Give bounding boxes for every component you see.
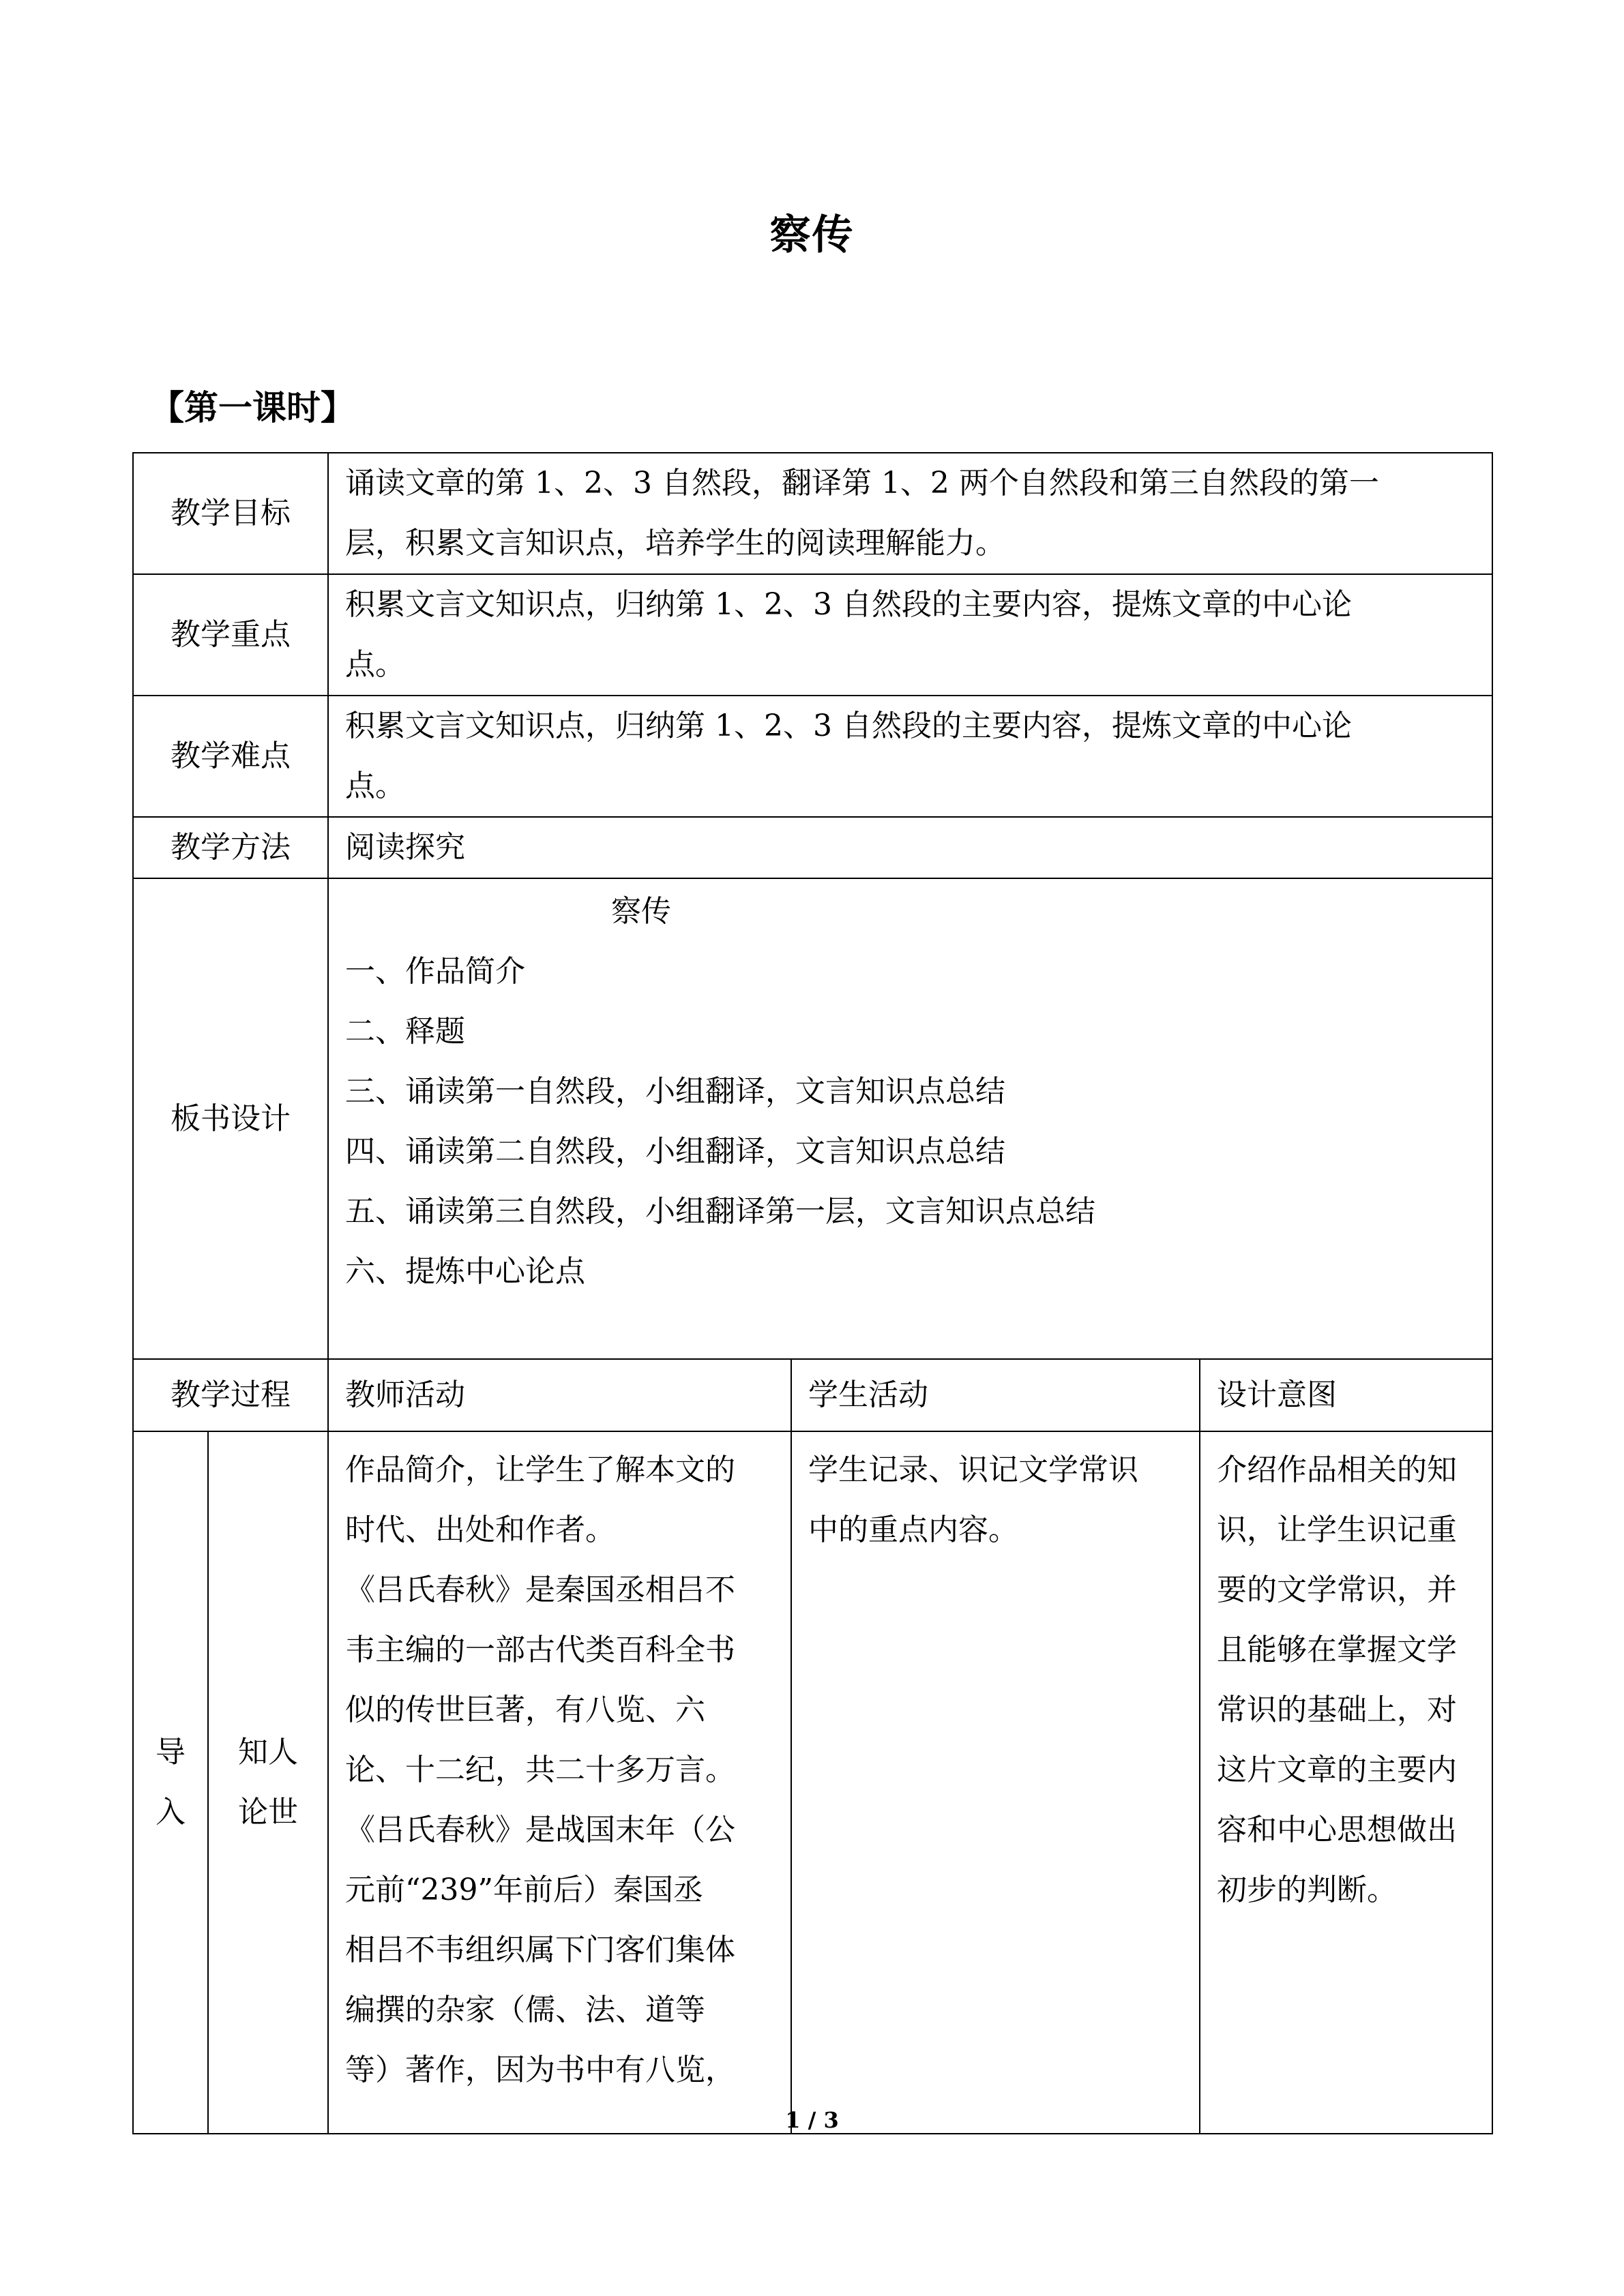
- lesson-plan-table: [132, 452, 1493, 2134]
- header-teacher-activity: 教师活动: [328, 1359, 791, 1431]
- design-line: 常识的基础上，对: [1217, 1693, 1457, 1727]
- teacher-line: 元前“239”年前后）秦国丞: [345, 1873, 703, 1907]
- row-label: 板书设计: [133, 878, 328, 1359]
- table-row: [133, 1431, 1492, 2134]
- stage-line: 导: [156, 1735, 186, 1770]
- student-activity: [791, 1431, 1200, 2134]
- teacher-activity: [328, 1431, 791, 2134]
- board-line: 三、诵读第一自然段，小组翻译，文言知识点总结: [345, 1074, 1005, 1109]
- teacher-line: 《吕氏春秋》是战国末年（公: [345, 1813, 735, 1847]
- stage-line: 入: [156, 1795, 186, 1830]
- content-line: 点。: [345, 647, 405, 682]
- table-row: [133, 574, 1492, 696]
- content-line: 层，积累文言知识点，培养学生的阅读理解能力。: [345, 526, 1005, 561]
- design-line: 且能够在掌握文学: [1217, 1632, 1457, 1667]
- design-intent: [1200, 1431, 1492, 2134]
- table-row: [133, 817, 1492, 878]
- substage-line: 论世: [238, 1795, 298, 1830]
- teacher-line: 编撰的杂家（儒、法、道等: [345, 1993, 705, 2027]
- row-content: [328, 453, 1492, 574]
- student-line: 中的重点内容。: [808, 1512, 1018, 1547]
- design-line: 初步的判断。: [1217, 1873, 1397, 1907]
- board-line: 四、诵读第二自然段，小组翻译，文言知识点总结: [345, 1134, 1005, 1169]
- teacher-line: 《吕氏春秋》是秦国丞相吕不: [345, 1572, 735, 1607]
- substage-label: [208, 1431, 328, 2134]
- board-design: [328, 878, 1492, 1359]
- teacher-line: 似的传世巨著，有八览、六: [345, 1693, 705, 1727]
- design-line: 介绍作品相关的知: [1217, 1452, 1457, 1487]
- row-label: 教学过程: [133, 1359, 328, 1431]
- stage-label: [133, 1431, 208, 2134]
- teacher-line: 时代、出处和作者。: [345, 1512, 615, 1547]
- teacher-line: 相吕不韦组织属下门客们集体: [345, 1933, 735, 1967]
- table-row: [133, 453, 1492, 574]
- board-line: 一、作品简介: [345, 954, 525, 989]
- design-line: 这片文章的主要内: [1217, 1753, 1457, 1787]
- row-label: 教学重点: [133, 574, 328, 696]
- substage-line: 知人: [238, 1735, 298, 1770]
- content-line: 积累文言文知识点，归纳第 1、2、3 自然段的主要内容，提炼文章的中心论: [345, 587, 1352, 622]
- row-content: [328, 574, 1492, 696]
- page-title: 察传: [769, 211, 855, 259]
- student-line: 学生记录、识记文学常识: [808, 1452, 1138, 1487]
- table-row: [133, 878, 1492, 1359]
- teacher-line: 韦主编的一部古代类百科全书: [345, 1632, 735, 1667]
- design-line: 要的文学常识，并: [1217, 1572, 1457, 1607]
- content-line: 诵读文章的第 1、2、3 自然段，翻译第 1、2 两个自然段和第三自然段的第一: [345, 466, 1379, 501]
- row-content: 阅读探究: [328, 817, 1492, 878]
- content-line: 积累文言文知识点，归纳第 1、2、3 自然段的主要内容，提炼文章的中心论: [345, 709, 1352, 743]
- teacher-line: 作品简介，让学生了解本文的: [345, 1452, 735, 1487]
- teacher-line: 论、十二纪，共二十多万言。: [345, 1753, 735, 1787]
- board-title: 察传: [611, 894, 671, 929]
- page-number: 1 / 3: [785, 2107, 839, 2133]
- header-student-activity: 学生活动: [791, 1359, 1200, 1431]
- row-label: 教学方法: [133, 817, 328, 878]
- content-line: 点。: [345, 769, 405, 803]
- design-line: 识，让学生识记重: [1217, 1512, 1457, 1547]
- row-content: [328, 696, 1492, 817]
- table-row: [133, 696, 1492, 817]
- header-design-intent: 设计意图: [1200, 1359, 1492, 1431]
- table-row: [133, 1359, 1492, 1431]
- board-line: 五、诵读第三自然段，小组翻译第一层，文言知识点总结: [345, 1194, 1095, 1229]
- teacher-line: 等）著作，因为书中有八览，: [345, 2053, 735, 2087]
- row-label: 教学难点: [133, 696, 328, 817]
- design-line: 容和中心思想做出: [1217, 1813, 1457, 1847]
- board-line: 二、释题: [345, 1014, 465, 1049]
- board-line: 六、提炼中心论点: [345, 1254, 585, 1289]
- row-label: 教学目标: [133, 453, 328, 574]
- section-heading: 【第一课时】: [150, 388, 355, 428]
